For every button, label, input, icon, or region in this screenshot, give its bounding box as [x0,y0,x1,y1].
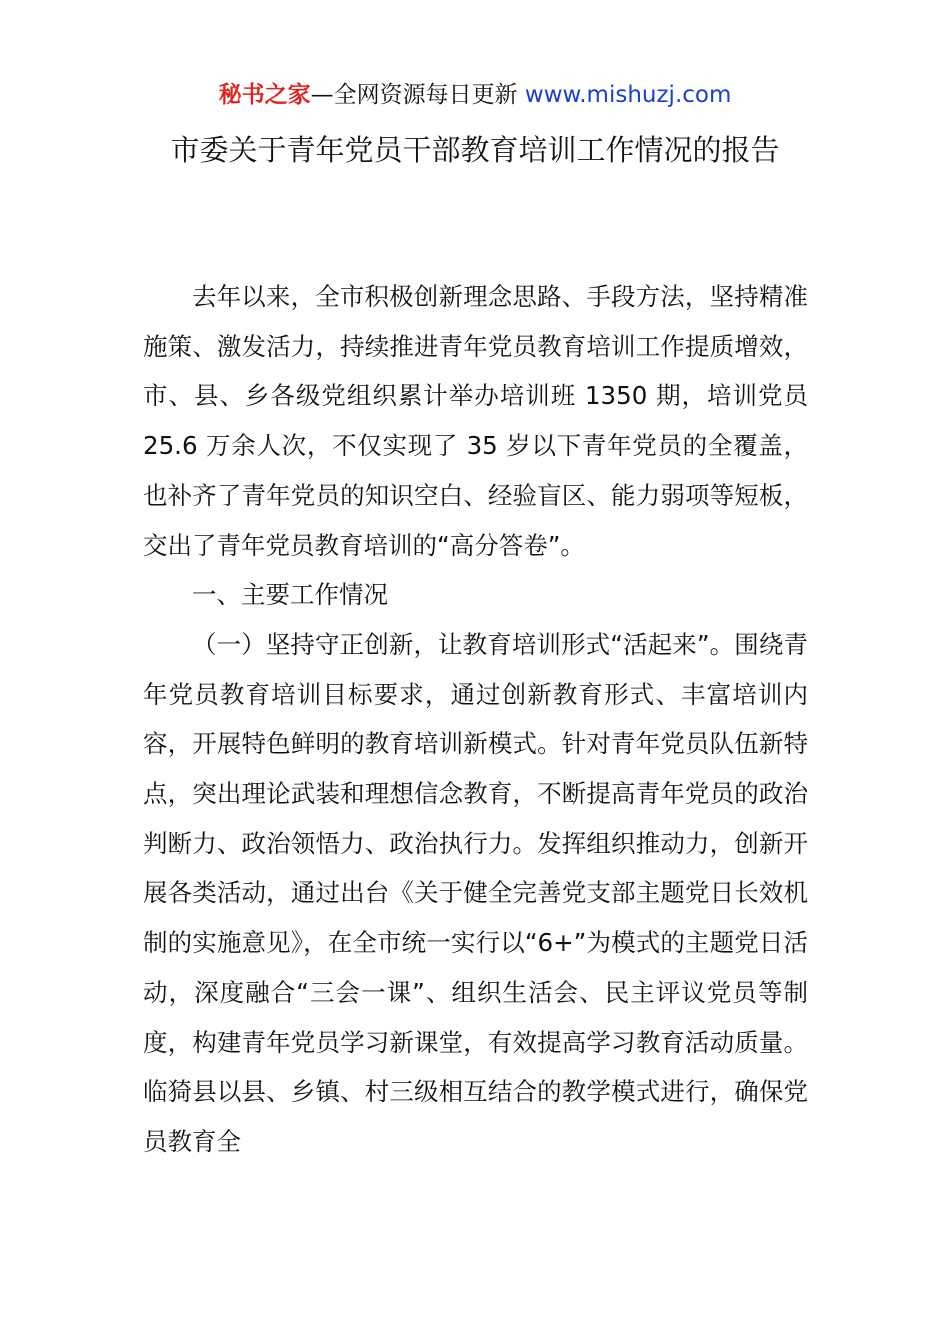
header-tagline: —全网资源每日更新 [310,82,525,108]
section-paragraph: （一）坚持守正创新，让教育培训形式“活起来”。围绕青年党员教育培训目标要求，通过创新教育形式、丰富培训内容，开展特色鲜明的教育培训新模式。针对青年党员队伍新特点，突出理论武装和理想信念教育，不断提高青年党员的政治判断力、政治领悟力、政治执行力。发挥组织推动力，创新开展各类活动，通过出台《关于健全完善党支部主题党日长效机制的实施意见》，在全市统一实行以“6+”为模式的主题党日活动，深度融合“三会一课”、组织生活会、民主评议党员等制度，构建青年党员学习新课堂，有效提高学习教育活动质量。临猗县以县、乡镇、村三级相互结合的教学模式进行，确保党员教育全 [143,629,808,1156]
section-heading: 一、主要工作情况 [192,580,388,610]
document-title: 市委关于青年党员干部教育培训工作情况的报告 [170,133,780,167]
intro-paragraph: 去年以来，全市积极创新理念思路、手段方法，坚持精准施策、激发活力，持续推进青年党员教育培训工作提质增效，市、县、乡各级党组织累计举办培训班 1350 期，培训党员 25.6 万余人次，不仅实现了 35 岁以下青年党员的全覆盖，也补齐了青年党员的知识空白、经验盲区、能力弱项等短板，交出了青年党员教育培训的“高分答卷”。 [143,282,808,560]
document-body [143,272,808,1167]
site-url-link[interactable]: www.mishuzj.com [524,82,732,108]
site-header [0,78,950,112]
brand-name: 秘书之家 [218,82,311,108]
